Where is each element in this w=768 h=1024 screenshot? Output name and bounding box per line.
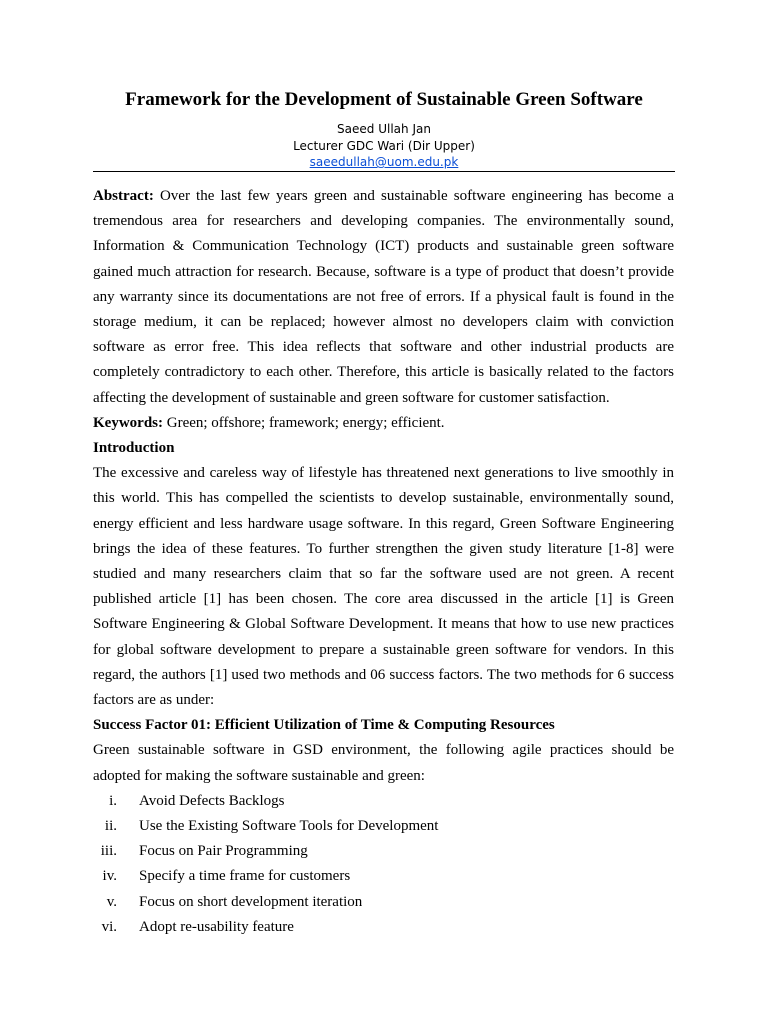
list-item	[93, 915, 674, 940]
list-item-number: v.	[106, 893, 117, 910]
keywords-label: Keywords:	[93, 414, 163, 431]
keywords-text: Green; offshore; framework; energy; efficient.	[166, 414, 445, 431]
author-affiliation: Lecturer GDC Wari (Dir Upper)	[293, 139, 475, 153]
list-item	[93, 890, 674, 915]
list-item	[93, 789, 674, 814]
list-item-number: ii.	[104, 818, 117, 835]
abstract-paragraph	[93, 184, 674, 411]
list-item-number: i.	[109, 792, 117, 809]
list-item-text: Adopt re-usability feature	[139, 918, 294, 935]
list-item	[93, 839, 674, 864]
abstract-text: Over the last few years green and sustainable software engineering has become a tremendous area for researchers and developing companies. The environmentally sound, Information & Communication Technology (ICT) products and sustainable green software gained much attraction for research. Because, software is a type of product that doesn’t provide any warranty since its documentations are not free of errors. If a physical fault is found in the storage medium, it can be replaced; however almost no developers claim with conviction software as error free. This idea reflects that software and other industrial products are completely contradictory to each other. Therefore, this article is basically related to the factors affecting the development of sustainable and green software for customer satisfaction.	[93, 188, 674, 406]
list-item-number: iii.	[100, 843, 117, 860]
author-name: Saeed Ullah Jan	[337, 122, 431, 136]
success-factor-paragraph: Green sustainable software in GSD environment, the following agile practices should be adopted for making the software sustainable and green:	[93, 742, 674, 784]
author-email-link[interactable]: saeedullah@uom.edu.pk	[309, 155, 459, 169]
list-item	[93, 814, 674, 839]
paper-title: Framework for the Development of Sustainable Green Software	[125, 89, 643, 110]
list-item	[93, 864, 674, 889]
keywords-paragraph	[93, 411, 674, 436]
list-item-number: vi.	[101, 918, 117, 935]
list-item-number: iv.	[102, 868, 117, 885]
introduction-heading: Introduction	[93, 440, 175, 457]
success-factor-heading: Success Factor 01: Efficient Utilization of Time & Computing Resources	[93, 717, 555, 734]
list-item-text: Specify a time frame for customers	[139, 868, 351, 885]
list-item-text: Focus on Pair Programming	[139, 843, 308, 860]
list-item-text: Focus on short development iteration	[139, 893, 363, 910]
paper-body	[93, 184, 674, 940]
list-item-text: Avoid Defects Backlogs	[139, 792, 285, 809]
header-divider	[93, 171, 675, 172]
list-item-text: Use the Existing Software Tools for Development	[139, 818, 439, 835]
practices-list	[93, 789, 674, 940]
abstract-label: Abstract:	[93, 188, 154, 204]
introduction-paragraph: The excessive and careless way of lifestyle has threatened next generations to live smoothly in this world. This has compelled the scientists to develop sustainable, environmentally sound, energy efficient and less hardware usage software. In this regard, Green Software Engineering brings the idea of these features. To further strengthen the given study literature [1-8] were studied and many researchers claim that so far the software used are not green. A recent published article [1] has been chosen. The core area discussed in the article [1] is Green Software Engineering & Global Software Development. It means that how to use new practices for global software development to prepare a sustainable green software for vendors. In this regard, the authors [1] used two methods and 06 success factors. The two methods for 6 success factors are as under:	[93, 465, 674, 709]
